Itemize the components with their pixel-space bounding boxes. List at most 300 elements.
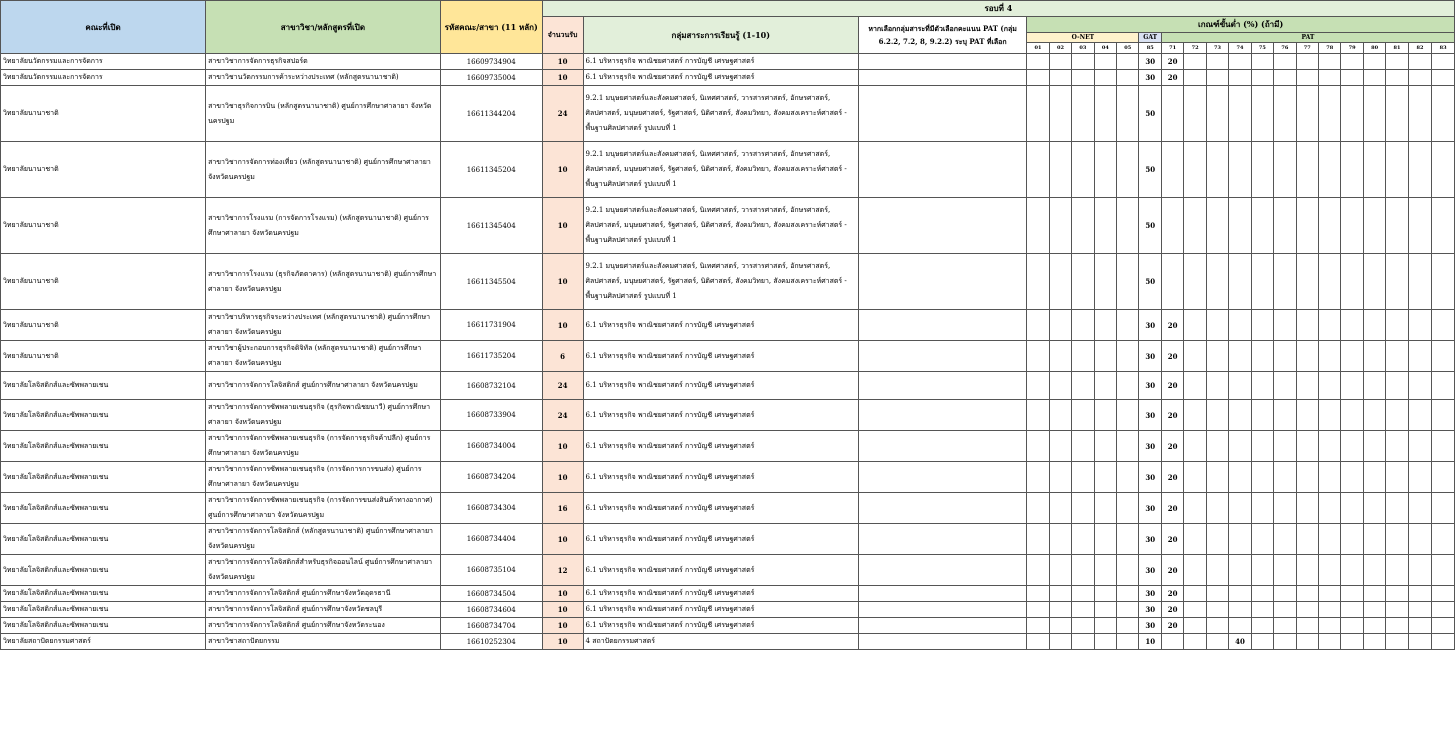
score-cell — [1206, 400, 1228, 431]
score-cell — [1408, 341, 1431, 372]
score-cell — [1072, 524, 1094, 555]
table-row — [1, 70, 1455, 86]
score-cell: 30 — [1139, 555, 1161, 586]
score-cell — [1363, 372, 1385, 400]
score-cell — [1251, 524, 1273, 555]
header-subject-code: 78 — [1318, 43, 1340, 54]
header-subject-code: 04 — [1094, 43, 1116, 54]
table-row — [1, 524, 1455, 555]
faculty-cell: วิทยาลัยโลจิสติกส์และซัพพลายเชน — [1, 400, 206, 431]
faculty-cell: วิทยาลัยนานาชาติ — [1, 198, 206, 254]
header-round: รอบที่ 4 — [542, 1, 1454, 17]
code-cell: 16609734904 — [440, 54, 542, 70]
major-cell: สาขาวิชาการจัดการซัพพลายเชนธุรกิจ (การจัดการการขนส่ง) ศูนย์การศึกษาศาลายา จังหวัดนครปฐม — [206, 462, 441, 493]
score-cell — [1386, 493, 1408, 524]
score-cell — [1432, 86, 1455, 142]
score-cell — [1161, 634, 1183, 650]
score-cell — [1251, 634, 1273, 650]
score-cell — [1274, 431, 1296, 462]
seats-cell: 10 — [542, 142, 583, 198]
score-cell — [1318, 462, 1340, 493]
score-cell — [1432, 310, 1455, 341]
score-cell — [1318, 602, 1340, 618]
score-cell — [1072, 462, 1094, 493]
score-cell — [1027, 372, 1049, 400]
header-subject-code: 77 — [1296, 43, 1318, 54]
score-cell — [1072, 602, 1094, 618]
score-cell — [1117, 493, 1139, 524]
score-cell — [1094, 493, 1116, 524]
score-cell — [1184, 310, 1206, 341]
score-cell — [1027, 493, 1049, 524]
header-faculty: คณะที่เปิด — [1, 1, 206, 54]
score-cell — [1072, 310, 1094, 341]
pat-choice-cell — [858, 142, 1026, 198]
score-cell — [1296, 524, 1318, 555]
code-cell: 16611731904 — [440, 310, 542, 341]
faculty-cell: วิทยาลัยนานาชาติ — [1, 86, 206, 142]
score-cell — [1094, 70, 1116, 86]
score-cell — [1386, 555, 1408, 586]
major-cell: สาขาวิชาการจัดการโลจิสติกส์สำหรับธุรกิจออนไลน์ ศูนย์การศึกษาศาลายา จังหวัดนครปฐม — [206, 555, 441, 586]
score-cell — [1184, 602, 1206, 618]
score-cell — [1296, 70, 1318, 86]
score-cell — [1408, 400, 1431, 431]
header-subject-code: 82 — [1408, 43, 1431, 54]
score-cell — [1027, 400, 1049, 431]
score-cell — [1117, 310, 1139, 341]
table-row — [1, 86, 1455, 142]
score-cell — [1274, 254, 1296, 310]
score-cell — [1386, 602, 1408, 618]
score-cell: 30 — [1139, 462, 1161, 493]
faculty-cell: วิทยาลัยโลจิสติกส์และซัพพลายเชน — [1, 618, 206, 634]
score-cell — [1341, 431, 1363, 462]
score-cell — [1296, 372, 1318, 400]
score-cell: 20 — [1161, 341, 1183, 372]
score-cell — [1432, 70, 1455, 86]
pat-choice-cell — [858, 70, 1026, 86]
seats-cell: 24 — [542, 400, 583, 431]
table-row — [1, 341, 1455, 372]
score-cell — [1117, 142, 1139, 198]
score-cell — [1318, 400, 1340, 431]
score-cell — [1363, 142, 1385, 198]
code-cell: 16611345504 — [440, 254, 542, 310]
score-cell — [1206, 86, 1228, 142]
score-cell — [1296, 310, 1318, 341]
score-cell — [1229, 493, 1251, 524]
score-cell — [1341, 634, 1363, 650]
major-cell: สาขาวิชาการจัดการซัพพลายเชนธุรกิจ (ธุรกิจพาณิชยนาวี) ศูนย์การศึกษาศาลายา จังหวัดนครปฐม — [206, 400, 441, 431]
seats-cell: 10 — [542, 462, 583, 493]
score-cell — [1296, 431, 1318, 462]
faculty-cell: วิทยาลัยโลจิสติกส์และซัพพลายเชน — [1, 524, 206, 555]
score-cell — [1184, 524, 1206, 555]
faculty-cell: วิทยาลัยนานาชาติ — [1, 310, 206, 341]
score-cell — [1161, 254, 1183, 310]
score-cell — [1117, 400, 1139, 431]
score-cell — [1363, 462, 1385, 493]
score-cell — [1184, 555, 1206, 586]
pat-choice-cell — [858, 254, 1026, 310]
score-cell — [1072, 555, 1094, 586]
score-cell — [1408, 555, 1431, 586]
score-cell — [1229, 198, 1251, 254]
score-cell — [1049, 198, 1071, 254]
code-cell: 16608734504 — [440, 586, 542, 602]
score-cell: 20 — [1161, 618, 1183, 634]
score-cell — [1408, 254, 1431, 310]
group-cell: 9.2.1 มนุษยศาสตร์และสังคมศาสตร์, นิเทศศาสตร์, วารสารศาสตร์, อักษรศาสตร์, ศิลปศาสตร์, มนุษยศาสตร์, รัฐศาสตร์, นิติศาสตร์, สังคมวิทยา, สังคมสงเคราะห์ศาสตร์ - พื้นฐานศิลปศาสตร์ รูปแบบที่ 1 — [583, 198, 858, 254]
score-cell — [1408, 493, 1431, 524]
score-cell: 30 — [1139, 341, 1161, 372]
score-cell — [1408, 586, 1431, 602]
score-cell — [1341, 586, 1363, 602]
score-cell — [1072, 54, 1094, 70]
score-cell — [1274, 586, 1296, 602]
code-cell: 16608732104 — [440, 372, 542, 400]
score-cell — [1318, 634, 1340, 650]
score-cell: 50 — [1139, 254, 1161, 310]
seats-cell: 16 — [542, 493, 583, 524]
major-cell: สาขาวิชาการจัดการท่องเที่ยว (หลักสูตรนานาชาติ) ศูนย์การศึกษาศาลายา จังหวัดนครปฐม — [206, 142, 441, 198]
score-cell — [1027, 524, 1049, 555]
header-code: รหัสคณะ/สาขา (11 หลัก) — [440, 1, 542, 54]
seats-cell: 24 — [542, 86, 583, 142]
score-cell — [1251, 70, 1273, 86]
score-cell: 30 — [1139, 372, 1161, 400]
score-cell — [1251, 493, 1273, 524]
header-subject-code: 05 — [1117, 43, 1139, 54]
table-body — [1, 54, 1455, 650]
score-cell — [1229, 142, 1251, 198]
code-cell: 16611345204 — [440, 142, 542, 198]
score-cell — [1296, 602, 1318, 618]
score-cell — [1027, 341, 1049, 372]
code-cell: 16611344204 — [440, 86, 542, 142]
score-cell — [1229, 54, 1251, 70]
score-cell — [1094, 634, 1116, 650]
score-cell — [1341, 86, 1363, 142]
score-cell — [1027, 634, 1049, 650]
group-cell: 6.1 บริหารธุรกิจ พาณิชยศาสตร์ การบัญชี เศรษฐศาสตร์ — [583, 70, 858, 86]
score-cell — [1363, 586, 1385, 602]
header-subject-code: 79 — [1341, 43, 1363, 54]
score-cell — [1049, 602, 1071, 618]
score-cell — [1363, 400, 1385, 431]
pat-choice-cell — [858, 524, 1026, 555]
score-cell — [1184, 431, 1206, 462]
header-onet: O-NET — [1027, 33, 1139, 43]
score-cell — [1251, 142, 1273, 198]
group-cell: 6.1 บริหารธุรกิจ พาณิชยศาสตร์ การบัญชี เศรษฐศาสตร์ — [583, 341, 858, 372]
score-cell — [1274, 310, 1296, 341]
score-cell — [1318, 555, 1340, 586]
seats-cell: 10 — [542, 254, 583, 310]
score-cell — [1251, 54, 1273, 70]
pat-choice-cell — [858, 586, 1026, 602]
score-cell — [1363, 431, 1385, 462]
score-cell — [1386, 142, 1408, 198]
score-cell — [1206, 618, 1228, 634]
score-cell: 50 — [1139, 198, 1161, 254]
score-cell — [1432, 254, 1455, 310]
score-cell — [1072, 634, 1094, 650]
score-cell — [1274, 618, 1296, 634]
score-cell — [1049, 524, 1071, 555]
score-cell — [1363, 634, 1385, 650]
score-cell — [1184, 400, 1206, 431]
table-row — [1, 462, 1455, 493]
score-cell — [1363, 86, 1385, 142]
score-cell — [1117, 602, 1139, 618]
score-cell: 30 — [1139, 54, 1161, 70]
score-cell — [1274, 602, 1296, 618]
score-cell — [1117, 341, 1139, 372]
score-cell — [1318, 198, 1340, 254]
score-cell — [1094, 555, 1116, 586]
score-cell — [1049, 555, 1071, 586]
faculty-cell: วิทยาลัยโลจิสติกส์และซัพพลายเชน — [1, 372, 206, 400]
score-cell — [1117, 372, 1139, 400]
score-cell: 30 — [1139, 618, 1161, 634]
score-cell — [1408, 524, 1431, 555]
faculty-cell: วิทยาลัยโลจิสติกส์และซัพพลายเชน — [1, 586, 206, 602]
score-cell — [1049, 70, 1071, 86]
score-cell — [1318, 493, 1340, 524]
score-cell — [1094, 198, 1116, 254]
table-row — [1, 493, 1455, 524]
score-cell: 30 — [1139, 310, 1161, 341]
group-cell: 9.2.1 มนุษยศาสตร์และสังคมศาสตร์, นิเทศศาสตร์, วารสารศาสตร์, อักษรศาสตร์, ศิลปศาสตร์, มนุษยศาสตร์, รัฐศาสตร์, นิติศาสตร์, สังคมวิทยา, สังคมสงเคราะห์ศาสตร์ - พื้นฐานศิลปศาสตร์ รูปแบบที่ 1 — [583, 254, 858, 310]
score-cell — [1094, 372, 1116, 400]
score-cell — [1184, 372, 1206, 400]
faculty-cell: วิทยาลัยนานาชาติ — [1, 341, 206, 372]
score-cell — [1184, 70, 1206, 86]
score-cell — [1206, 431, 1228, 462]
score-cell — [1251, 618, 1273, 634]
score-cell — [1206, 142, 1228, 198]
score-cell — [1274, 198, 1296, 254]
seats-cell: 10 — [542, 524, 583, 555]
score-cell — [1072, 431, 1094, 462]
score-cell — [1251, 86, 1273, 142]
score-cell: 20 — [1161, 586, 1183, 602]
table-row — [1, 555, 1455, 586]
score-cell: 30 — [1139, 586, 1161, 602]
score-cell — [1296, 254, 1318, 310]
pat-choice-cell — [858, 555, 1026, 586]
pat-choice-cell — [858, 431, 1026, 462]
score-cell — [1318, 70, 1340, 86]
score-cell — [1027, 54, 1049, 70]
score-cell — [1274, 462, 1296, 493]
header-subject-code: 01 — [1027, 43, 1049, 54]
score-cell — [1251, 400, 1273, 431]
header-major: สาขาวิชา/หลักสูตรที่เปิด — [206, 1, 441, 54]
seats-cell: 10 — [542, 602, 583, 618]
score-cell — [1049, 341, 1071, 372]
score-cell — [1229, 602, 1251, 618]
score-cell — [1094, 524, 1116, 555]
header-subject-code: 74 — [1229, 43, 1251, 54]
table-row — [1, 198, 1455, 254]
score-cell — [1296, 618, 1318, 634]
score-cell — [1117, 524, 1139, 555]
header-seats: จำนวนรับ — [542, 17, 583, 54]
score-cell — [1318, 54, 1340, 70]
table-header — [1, 1, 1455, 54]
group-cell: 6.1 บริหารธุรกิจ พาณิชยศาสตร์ การบัญชี เศรษฐศาสตร์ — [583, 618, 858, 634]
score-cell — [1049, 618, 1071, 634]
header-subject-code: 76 — [1274, 43, 1296, 54]
score-cell — [1229, 431, 1251, 462]
score-cell — [1117, 198, 1139, 254]
score-cell — [1161, 86, 1183, 142]
score-cell — [1184, 493, 1206, 524]
score-cell — [1363, 198, 1385, 254]
score-cell — [1206, 54, 1228, 70]
score-cell — [1049, 586, 1071, 602]
score-cell — [1432, 602, 1455, 618]
score-cell — [1027, 586, 1049, 602]
score-cell — [1049, 493, 1071, 524]
score-cell — [1318, 254, 1340, 310]
score-cell — [1296, 462, 1318, 493]
pat-choice-cell — [858, 198, 1026, 254]
score-cell — [1049, 400, 1071, 431]
score-cell — [1363, 310, 1385, 341]
seats-cell: 10 — [542, 54, 583, 70]
score-cell — [1408, 86, 1431, 142]
score-cell — [1117, 462, 1139, 493]
faculty-cell: วิทยาลัยโลจิสติกส์และซัพพลายเชน — [1, 555, 206, 586]
seats-cell: 12 — [542, 555, 583, 586]
score-cell — [1027, 602, 1049, 618]
score-cell: 20 — [1161, 524, 1183, 555]
code-cell: 16610252304 — [440, 634, 542, 650]
score-cell — [1408, 634, 1431, 650]
header-subject-code: 85 — [1139, 43, 1161, 54]
group-cell: 6.1 บริหารธุรกิจ พาณิชยศาสตร์ การบัญชี เศรษฐศาสตร์ — [583, 54, 858, 70]
faculty-cell: วิทยาลัยนานาชาติ — [1, 254, 206, 310]
score-cell — [1161, 198, 1183, 254]
seats-cell: 10 — [542, 198, 583, 254]
header-subject-code: 72 — [1184, 43, 1206, 54]
score-cell — [1296, 142, 1318, 198]
score-cell — [1318, 372, 1340, 400]
score-cell — [1027, 254, 1049, 310]
score-cell — [1386, 586, 1408, 602]
header-subject-code: 83 — [1432, 43, 1455, 54]
score-cell — [1408, 142, 1431, 198]
header-subject-code: 03 — [1072, 43, 1094, 54]
score-cell — [1229, 524, 1251, 555]
faculty-cell: วิทยาลัยโลจิสติกส์และซัพพลายเชน — [1, 431, 206, 462]
score-cell — [1072, 400, 1094, 431]
score-cell — [1251, 555, 1273, 586]
code-cell: 16608734204 — [440, 462, 542, 493]
score-cell — [1094, 602, 1116, 618]
score-cell — [1027, 70, 1049, 86]
score-cell — [1432, 586, 1455, 602]
header-group: กลุ่มสาระการเรียนรู้ (1-10) — [583, 17, 858, 54]
pat-choice-cell — [858, 602, 1026, 618]
score-cell — [1049, 634, 1071, 650]
score-cell — [1408, 54, 1431, 70]
code-cell: 16611345404 — [440, 198, 542, 254]
score-cell — [1341, 372, 1363, 400]
score-cell — [1341, 54, 1363, 70]
score-cell — [1206, 555, 1228, 586]
group-cell: 6.1 บริหารธุรกิจ พาณิชยศาสตร์ การบัญชี เศรษฐศาสตร์ — [583, 493, 858, 524]
score-cell — [1206, 634, 1228, 650]
code-cell: 16611735204 — [440, 341, 542, 372]
score-cell — [1229, 372, 1251, 400]
score-cell — [1408, 431, 1431, 462]
score-cell — [1341, 310, 1363, 341]
major-cell: สาขาวิชาการจัดการซัพพลายเชนธุรกิจ (การจัดการขนส่งสินค้าทางอากาศ) ศูนย์การศึกษาศาลายา จังหวัดนครปฐม — [206, 493, 441, 524]
header-pat: PAT — [1161, 33, 1454, 43]
score-cell — [1184, 634, 1206, 650]
score-cell — [1296, 586, 1318, 602]
pat-choice-cell — [858, 372, 1026, 400]
score-cell — [1094, 462, 1116, 493]
header-pat-choice: หากเลือกกลุ่มสาระที่มีตัวเลือกคะแนน PAT (กลุ่ม 6.2.2, 7.2, 8, 9.2.2) ระบุ PAT ที่เลือก — [858, 17, 1026, 54]
score-cell — [1049, 431, 1071, 462]
score-cell — [1386, 198, 1408, 254]
score-cell — [1363, 70, 1385, 86]
score-cell — [1363, 602, 1385, 618]
score-cell — [1229, 310, 1251, 341]
score-cell — [1184, 618, 1206, 634]
code-cell: 16608734704 — [440, 618, 542, 634]
score-cell — [1206, 70, 1228, 86]
score-cell — [1296, 400, 1318, 431]
score-cell: 20 — [1161, 555, 1183, 586]
score-cell — [1229, 462, 1251, 493]
score-cell — [1408, 310, 1431, 341]
group-cell: 6.1 บริหารธุรกิจ พาณิชยศาสตร์ การบัญชี เศรษฐศาสตร์ — [583, 310, 858, 341]
score-cell — [1432, 142, 1455, 198]
score-cell: 20 — [1161, 400, 1183, 431]
score-cell — [1341, 341, 1363, 372]
score-cell: 50 — [1139, 142, 1161, 198]
score-cell — [1094, 54, 1116, 70]
faculty-cell: วิทยาลัยโลจิสติกส์และซัพพลายเชน — [1, 493, 206, 524]
score-cell — [1274, 400, 1296, 431]
score-cell — [1432, 372, 1455, 400]
score-cell — [1432, 54, 1455, 70]
score-cell — [1117, 555, 1139, 586]
score-cell — [1206, 602, 1228, 618]
score-cell — [1027, 618, 1049, 634]
score-cell — [1363, 524, 1385, 555]
score-cell: 30 — [1139, 400, 1161, 431]
score-cell — [1274, 555, 1296, 586]
pat-choice-cell — [858, 341, 1026, 372]
seats-cell: 10 — [542, 310, 583, 341]
score-cell — [1341, 198, 1363, 254]
score-cell — [1206, 462, 1228, 493]
score-cell — [1274, 86, 1296, 142]
score-cell — [1432, 198, 1455, 254]
seats-cell: 10 — [542, 634, 583, 650]
score-cell — [1296, 493, 1318, 524]
group-cell: 6.1 บริหารธุรกิจ พาณิชยศาสตร์ การบัญชี เศรษฐศาสตร์ — [583, 372, 858, 400]
score-cell — [1049, 462, 1071, 493]
